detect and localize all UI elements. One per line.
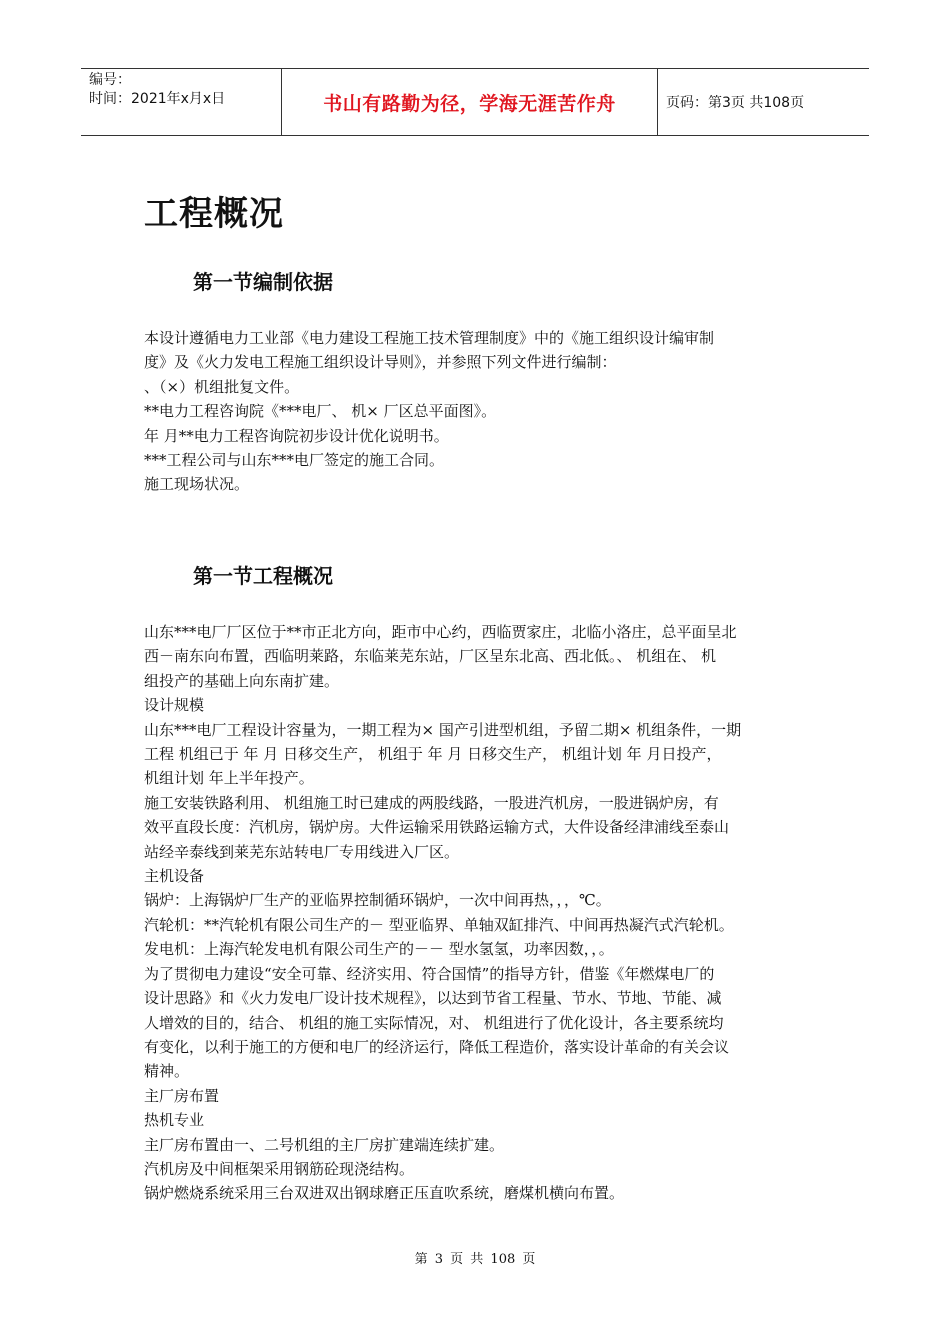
paragraph-line: 年 月**电力工程咨询院初步设计优化说明书。 (144, 426, 449, 445)
header-page-info: 页码：第3页 共108页 (666, 95, 805, 111)
paragraph-line: ***工程公司与山东***电厂签定的施工合同。 (144, 451, 445, 470)
paragraph-line: 锅炉：上海锅炉厂生产的亚临界控制循环锅炉，一次中间再热，，，℃。 (144, 891, 611, 910)
paragraph-line: 机组计划 年上半年投产。 (144, 769, 314, 788)
header-meta (81, 69, 282, 135)
paragraph-line: 汽轮机：**汽轮机有限公司生产的－ 型亚临界、单轴双缸排汽、中间再热凝汽式汽轮机。 (144, 915, 734, 934)
paragraph-line: 汽机房及中间框架采用钢筋砼现浇结构。 (144, 1159, 415, 1178)
header-motto: 书山有路勤为径，学海无涯苦作舟 (282, 69, 658, 135)
paragraph-line: 效平直段长度：汽机房，锅炉房。大件运输采用铁路运输方式，大件设备经津浦线至泰山 (144, 818, 730, 837)
paragraph-line: 主机设备 (144, 867, 205, 886)
document-date: 时间：2021年x月x日 (89, 91, 226, 107)
paragraph-line: 精神。 (144, 1062, 190, 1081)
paragraph-line: 锅炉燃烧系统采用三台双进双出钢球磨正压直吹系统，磨煤机横向布置。 (144, 1184, 625, 1203)
paragraph-line: **电力工程咨询院《***电厂、 机× 厂区总平面图》。 (144, 402, 497, 421)
paragraph-line: 设计规模 (144, 696, 205, 715)
section-heading-overview: 第一节工程概况 (193, 564, 333, 588)
document-number-label: 编号： (89, 72, 131, 88)
paragraph-line: 工程 机组已于 年 月 日移交生产， 机组于 年 月 日移交生产， 机组计划 年 月日投产， (144, 745, 722, 764)
section-heading-basis: 第一节编制依据 (193, 270, 333, 294)
paragraph-line: 站经辛泰线到莱芜东站转电厂专用线进入厂区。 (144, 842, 460, 861)
paragraph-line: 施工现场状况。 (144, 475, 250, 494)
paragraph-line: 西－南东向布置，西临明莱路，东临莱芜东站，厂区呈东北高、西北低。、 机组在、 机 (144, 647, 717, 666)
paragraph-line: 为了贯彻电力建设“安全可靠、经济实用、符合国情”的指导方针，借鉴《年燃煤电厂的 (144, 964, 715, 983)
paragraph-line: 设计思路》和《火力发电厂设计技术规程》，以达到节省工程量、节水、节地、节能、减 (144, 989, 722, 1008)
paragraph-line: 度》及《火力发电工程施工组织设计导则》，并参照下列文件进行编制： (144, 353, 617, 372)
paragraph-line: 山东***电厂工程设计容量为，一期工程为× 国产引进型机组，予留二期× 机组条件，一期 (144, 720, 742, 739)
paragraph-line: 主厂房布置由一、二号机组的主厂房扩建端连续扩建。 (144, 1135, 505, 1154)
paragraph-line: 山东***电厂厂区位于**市正北方向，距市中心约，西临贾家庄，北临小洛庄，总平面呈北 (144, 623, 737, 641)
page-header (81, 68, 869, 136)
paragraph-line: 施工安装铁路利用、 机组施工时已建成的两股线路，一股进汽机房，一股进锅炉房，有 (144, 793, 719, 812)
paragraph-line: 人增效的目的，结合、 机组的施工实际情况，对、 机组进行了优化设计，各主要系统均 (144, 1013, 724, 1032)
section-body-overview (144, 620, 824, 1206)
paragraph-line: 有变化，以利于施工的方便和电厂的经济运行，降低工程造价，落实设计革命的有关会议 (144, 1037, 730, 1056)
section-body-basis (144, 326, 824, 497)
paragraph-line: 发电机：上海汽轮发电机有限公司生产的－－ 型水氢氢，功率因数，，。 (144, 940, 614, 959)
page-footer: 第 3 页 共 108 页 (414, 1252, 536, 1267)
paragraph-line: 本设计遵循电力工业部《电力建设工程施工技术管理制度》中的《施工组织设计编审制 (144, 329, 715, 347)
paragraph-line: 主厂房布置 (144, 1086, 220, 1105)
paragraph-line: 热机专业 (144, 1111, 205, 1130)
paragraph-line: 、（×）机组批复文件。 (144, 377, 300, 396)
page-title: 工程概况 (144, 194, 284, 234)
paragraph-line: 组投产的基础上向东南扩建。 (144, 671, 340, 690)
